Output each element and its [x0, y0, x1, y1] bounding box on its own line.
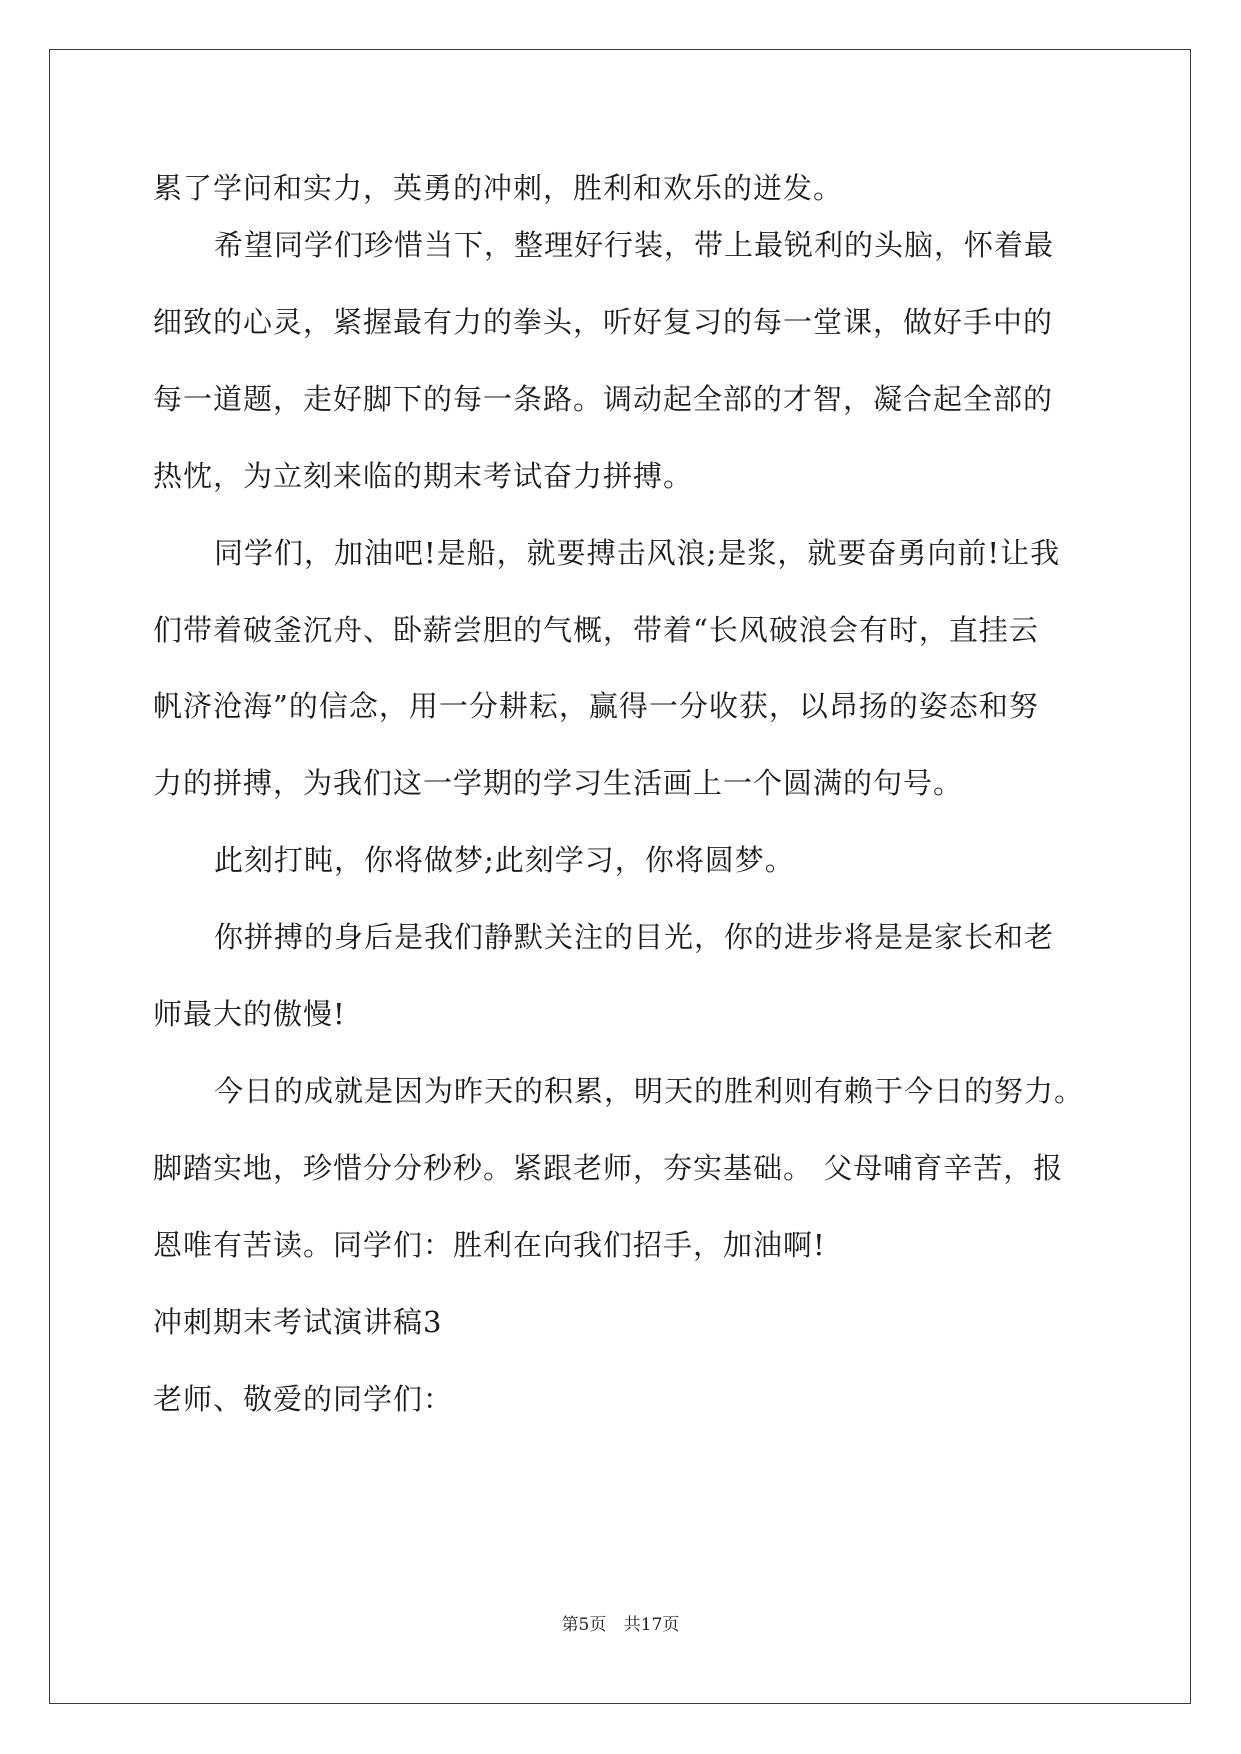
- paragraph-line: 此刻打盹，你将做梦;此刻学习，你将圆梦。: [214, 843, 795, 877]
- page-footer: [0, 1613, 1241, 1637]
- paragraph-line: 细致的心灵，紧握最有力的拳头，听好复习的每一堂课，做好手中的: [153, 305, 1054, 339]
- paragraph-line: 同学们，加油吧!是船，就要搏击风浪;是浆，就要奋勇向前!让我: [214, 536, 1061, 570]
- paragraph-line: 希望同学们珍惜当下，整理好行装，带上最锐利的头脑，怀着最: [214, 228, 1055, 262]
- page-total: 共17页: [623, 1615, 680, 1635]
- page-number: 第5页: [561, 1615, 607, 1635]
- paragraph-line: 热忱，为立刻来临的期末考试奋力拼搏。: [153, 459, 694, 493]
- paragraph-line: 们带着破釜沉舟、卧薪尝胆的气概，带着“长风破浪会有时，直挂云: [153, 613, 1039, 647]
- paragraph-line: 你拼搏的身后是我们静默关注的目光，你的进步将是是家长和老: [214, 920, 1055, 954]
- paragraph-line: 累了学问和实力，英勇的冲刺，胜利和欢乐的迸发。: [153, 171, 844, 205]
- paragraph-line: 每一道题，走好脚下的每一条路。调动起全部的才智，凝合起全部的: [153, 382, 1054, 416]
- paragraph-line: 帆济沧海”的信念，用一分耕耘，赢得一分收获，以昂扬的姿态和努: [153, 689, 1039, 723]
- paragraph-line: 力的拼搏，为我们这一学期的学习生活画上一个圆满的句号。: [153, 766, 964, 800]
- section-heading: 冲刺期末考试演讲稿3: [153, 1305, 443, 1339]
- paragraph-line: 师最大的傲慢!: [153, 997, 346, 1031]
- salutation: 老师、敬爱的同学们：: [153, 1382, 454, 1416]
- paragraph-line: 脚踏实地，珍惜分分秒秒。紧跟老师，夯实基础。 父母哺育辛苦，报: [153, 1151, 1064, 1185]
- paragraph-line: 恩唯有苦读。同学们：胜利在向我们招手，加油啊!: [153, 1228, 826, 1262]
- paragraph-line: 今日的成就是因为昨天的积累，明天的胜利则有赖于今日的努力。: [214, 1074, 1085, 1108]
